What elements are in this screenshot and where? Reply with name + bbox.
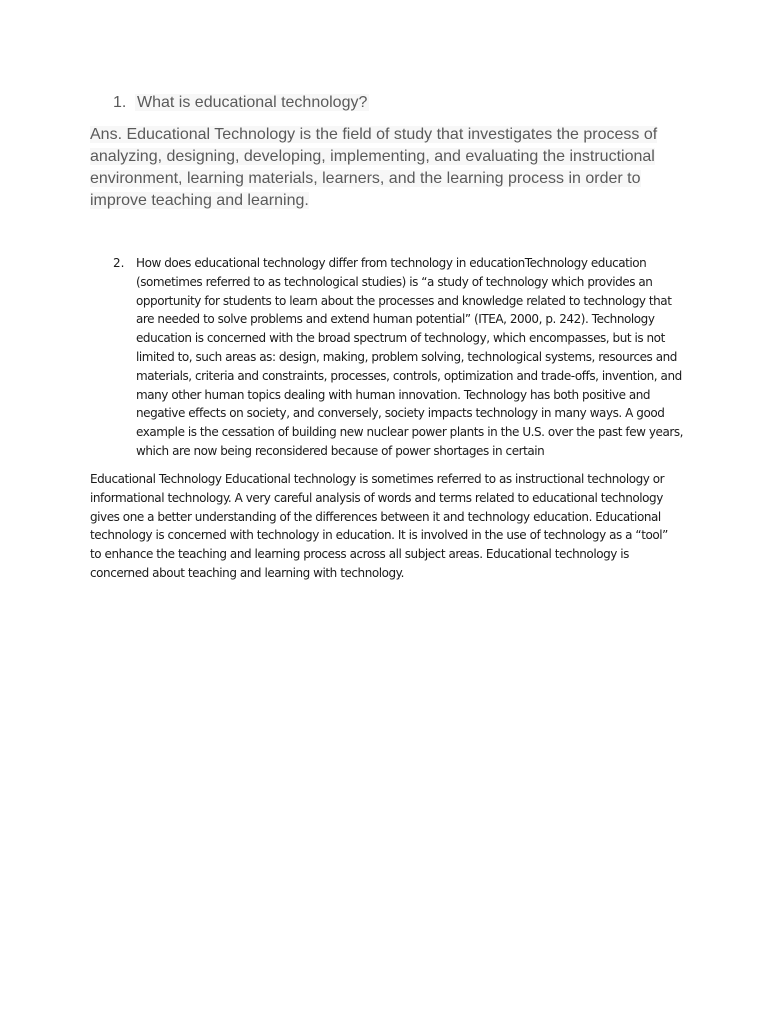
question-2 <box>113 254 683 461</box>
question-1-number: 1. <box>113 94 127 111</box>
question-1 <box>113 92 369 114</box>
body-paragraph: Educational Technology Educational technology is sometimes referred to as instructional technology or informational technology. A very careful analysis of words and terms related to educational technology gives one a better understanding of the differences between it and technology education. Educational technology is concerned with technology in education. It is involved in the use of technology as a “tool” to enhance the teaching and learning process across all subject areas. Educational technology is concerned about teaching and learning with technology. <box>90 472 668 580</box>
answer-1-text: Ans. Educational Technology is the field of study that investigates the process of analyzing, designing, developing, implementing, and evaluating the instructional environment, learning materials, learners, and the learning process in order to improve teaching and learning. <box>90 126 658 209</box>
answer-1 <box>90 124 690 212</box>
question-2-number: 2. <box>113 256 125 270</box>
question-2-text: How does educational technology differ from technology in educationTechnology education (sometimes referred to as technological studies) is “a study of technology which provides an opportunity for students to learn about the processes and knowledge related to technology that are needed to solve problems and extend human potential” (ITEA, 2000, p. 242). Technology education is concerned with the broad spectrum of technology, which encompasses, but is not limited to, such areas as: design, making, problem solving, technological systems, resources and materials, criteria and constraints, processes, controls, optimization and trade-offs, invention, and many other human topics dealing with human innovation. Technology has both positive and negative effects on society, and conversely, society impacts technology in many ways. A good example is the cessation of building new nuclear power plants in the U.S. over the past few years, which are now being reconsidered because of power shortages in certain <box>136 256 684 458</box>
question-1-text: What is educational technology? <box>137 94 368 111</box>
